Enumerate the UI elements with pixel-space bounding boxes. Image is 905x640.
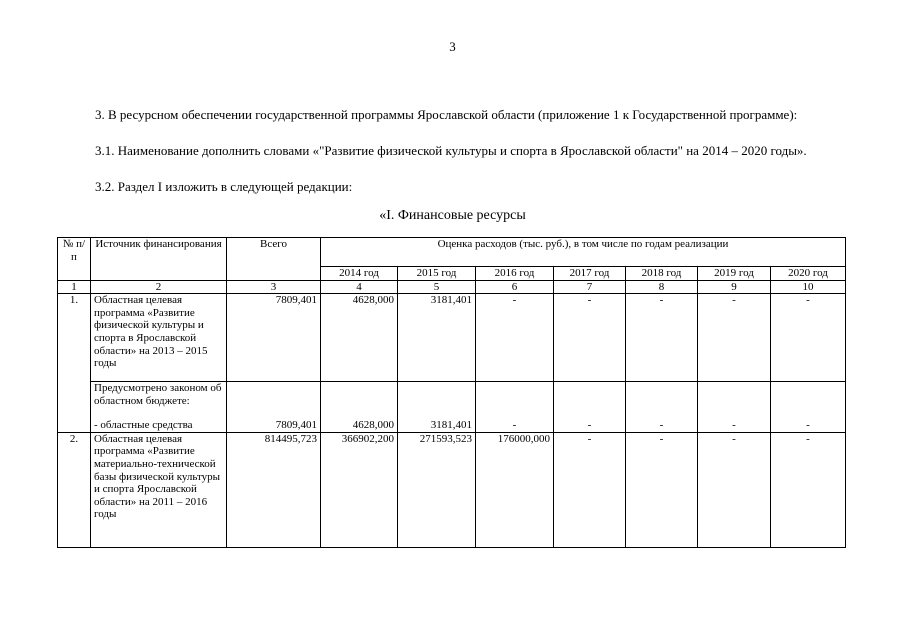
row-year-value: 366902,200 [321, 432, 398, 547]
paragraph-3-2: 3.2. Раздел I изложить в следующей редакции: [95, 179, 353, 194]
column-number: 7 [554, 280, 626, 294]
row-year-value: - [626, 294, 698, 382]
row-total [227, 382, 321, 420]
column-number: 10 [771, 280, 846, 294]
row-year-value [476, 382, 554, 420]
column-number: 2 [91, 280, 227, 294]
paragraph-3-1: 3.1. Наименование дополнить словами «"Развитие физической культуры и спорта в Ярославской области" на 2014 – 2020 годы». [95, 143, 807, 158]
row-year-value: - [771, 294, 846, 382]
row-year-value [698, 382, 771, 420]
row-year-value: - [698, 294, 771, 382]
row-year-value: 176000,000 [476, 432, 554, 547]
row-num: 1. [58, 294, 91, 433]
row-year-value: 4628,000 [321, 419, 398, 432]
row-year-value: - [771, 432, 846, 547]
row-year-value: 271593,523 [398, 432, 476, 547]
column-number: 3 [227, 280, 321, 294]
table-row [58, 382, 846, 420]
column-number: 9 [698, 280, 771, 294]
row-source: Областная целевая программа «Развитие физической культуры и спорта в Ярославской области» на 2013 – 2015 годы [91, 294, 227, 382]
row-num: 2. [58, 432, 91, 547]
row-year-value: - [626, 419, 698, 432]
table-header-row [58, 238, 846, 267]
row-source: Областная целевая программа «Развитие материально-технической базы физической культуры и спорта Ярославской области» на 2011 – 2016 годы [91, 432, 227, 547]
header-estimate: Оценка расходов (тыс. руб.), в том числе по годам реализации [321, 238, 846, 267]
paragraph-3: 3. В ресурсном обеспечении государственной программы Ярославской области (приложение 1 к Государственной программе): [95, 107, 798, 122]
row-year-value: - [771, 419, 846, 432]
column-number: 6 [476, 280, 554, 294]
row-year-value [626, 382, 698, 420]
table-row [58, 432, 846, 547]
header-year: 2020 год [771, 267, 846, 281]
row-year-value: - [554, 419, 626, 432]
row-year-value [554, 382, 626, 420]
row-year-value: - [698, 432, 771, 547]
row-year-value: - [476, 294, 554, 382]
header-total: Всего [227, 238, 321, 281]
row-year-value: 3181,401 [398, 294, 476, 382]
header-year: 2016 год [476, 267, 554, 281]
financial-resources-table [57, 237, 846, 548]
column-number: 8 [626, 280, 698, 294]
header-year: 2017 год [554, 267, 626, 281]
header-year: 2015 год [398, 267, 476, 281]
header-num: № п/п [58, 238, 91, 281]
row-year-value [321, 382, 398, 420]
page-number: 3 [449, 39, 456, 54]
row-source: Предусмотрено законом об областном бюджете: [91, 382, 227, 420]
column-number: 1 [58, 280, 91, 294]
header-year: 2014 год [321, 267, 398, 281]
row-year-value: - [626, 432, 698, 547]
row-year-value: - [476, 419, 554, 432]
header-source: Источник финансирования [91, 238, 227, 281]
row-year-value [398, 382, 476, 420]
row-source: - областные средства [91, 419, 227, 432]
row-year-value: 4628,000 [321, 294, 398, 382]
table-title: «I. Финансовые ресурсы [379, 208, 526, 223]
row-total: 7809,401 [227, 294, 321, 382]
header-year: 2019 год [698, 267, 771, 281]
column-number: 4 [321, 280, 398, 294]
row-year-value: - [698, 419, 771, 432]
row-total: 7809,401 [227, 419, 321, 432]
row-year-value: 3181,401 [398, 419, 476, 432]
row-total: 814495,723 [227, 432, 321, 547]
header-year: 2018 год [626, 267, 698, 281]
row-year-value [771, 382, 846, 420]
column-numbers-row [58, 280, 846, 294]
row-year-value: - [554, 432, 626, 547]
column-number: 5 [398, 280, 476, 294]
row-year-value: - [554, 294, 626, 382]
table-row [58, 419, 846, 432]
table-row [58, 294, 846, 382]
